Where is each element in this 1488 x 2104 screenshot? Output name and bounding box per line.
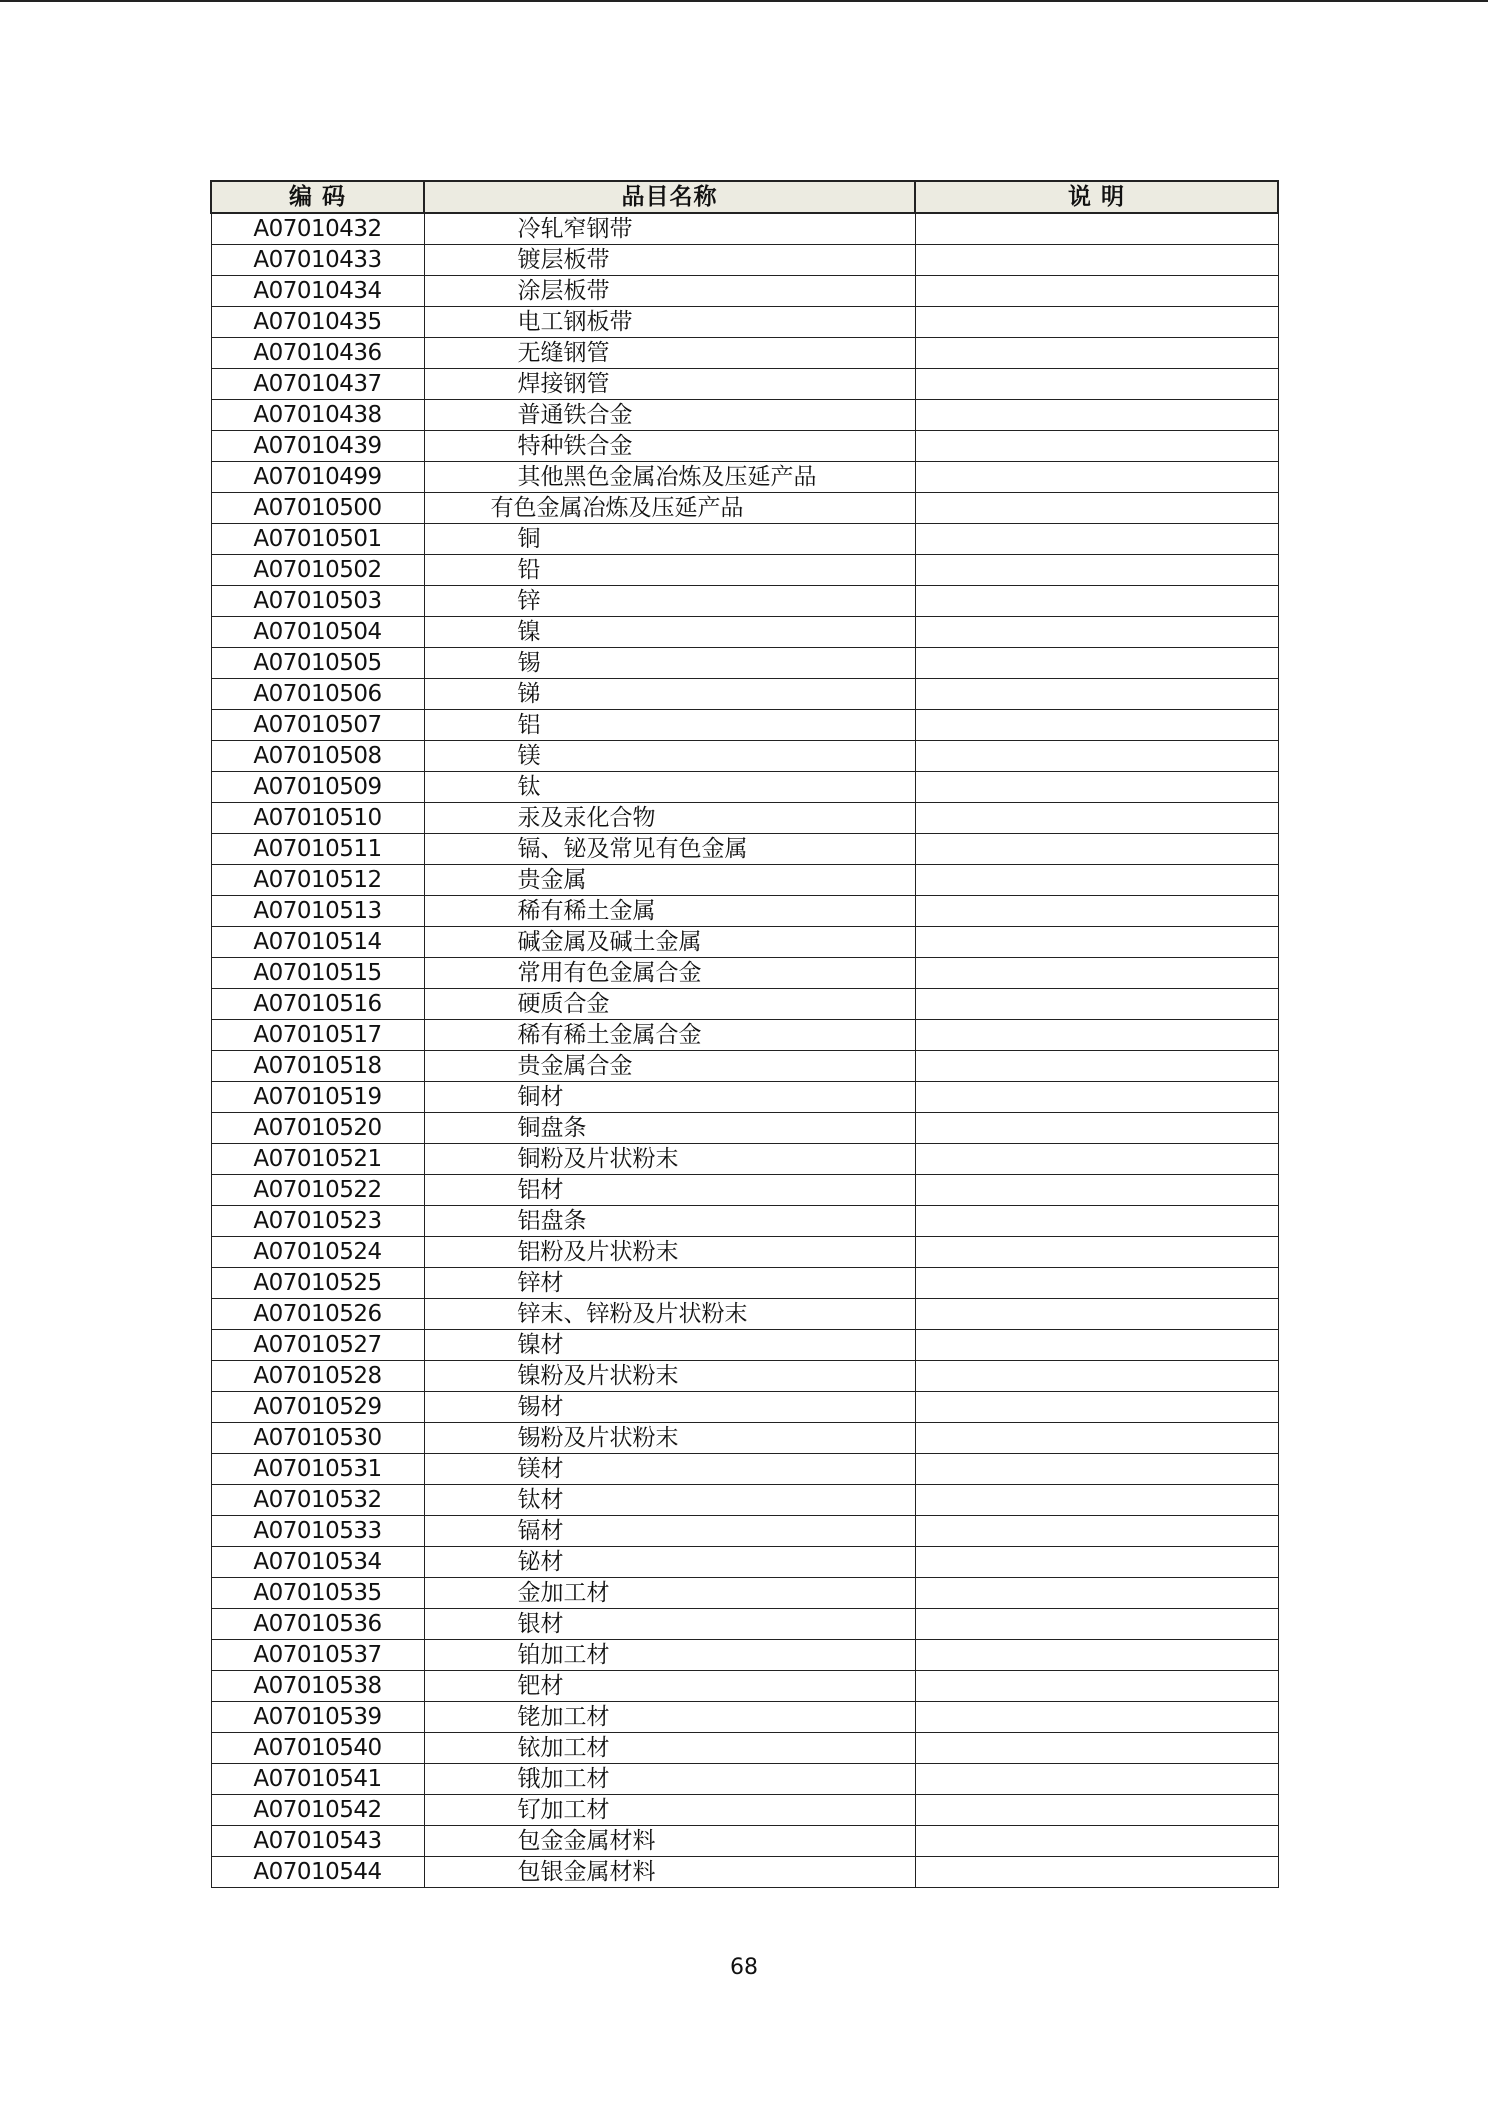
table-row	[211, 400, 1278, 431]
item-note	[915, 1485, 1278, 1516]
table-row	[211, 338, 1278, 369]
item-code: A07010500	[211, 493, 424, 524]
item-note	[915, 276, 1278, 307]
item-code: A07010540	[211, 1733, 424, 1764]
table-row	[211, 1051, 1278, 1082]
page-number: 68	[730, 1955, 758, 1980]
item-code: A07010504	[211, 617, 424, 648]
item-name: 电工钢板带	[424, 307, 915, 338]
item-code: A07010525	[211, 1268, 424, 1299]
item-note	[915, 1857, 1278, 1888]
item-note	[915, 245, 1278, 276]
item-code: A07010537	[211, 1640, 424, 1671]
item-note	[915, 1113, 1278, 1144]
table-row	[211, 462, 1278, 493]
item-name: 常用有色金属合金	[424, 958, 915, 989]
table-row	[211, 1144, 1278, 1175]
item-code: A07010536	[211, 1609, 424, 1640]
header-row	[211, 181, 1278, 213]
item-name: 钛	[424, 772, 915, 803]
item-code: A07010530	[211, 1423, 424, 1454]
item-name: 铜	[424, 524, 915, 555]
item-name: 镍粉及片状粉末	[424, 1361, 915, 1392]
item-note	[915, 524, 1278, 555]
item-name: 金加工材	[424, 1578, 915, 1609]
item-note	[915, 1361, 1278, 1392]
item-name: 镁材	[424, 1454, 915, 1485]
item-name: 钯材	[424, 1671, 915, 1702]
table-row	[211, 245, 1278, 276]
item-code: A07010526	[211, 1299, 424, 1330]
table-row	[211, 710, 1278, 741]
item-code: A07010514	[211, 927, 424, 958]
table-row	[211, 1547, 1278, 1578]
table-row	[211, 1857, 1278, 1888]
item-code: A07010532	[211, 1485, 424, 1516]
table-row	[211, 1392, 1278, 1423]
item-code: A07010522	[211, 1175, 424, 1206]
item-note	[915, 710, 1278, 741]
item-name: 铜材	[424, 1082, 915, 1113]
item-code: A07010503	[211, 586, 424, 617]
item-note	[915, 1733, 1278, 1764]
item-note	[915, 431, 1278, 462]
item-code: A07010544	[211, 1857, 424, 1888]
item-note	[915, 555, 1278, 586]
item-code: A07010520	[211, 1113, 424, 1144]
table-row	[211, 307, 1278, 338]
table-row	[211, 1640, 1278, 1671]
item-note	[915, 1516, 1278, 1547]
item-code: A07010533	[211, 1516, 424, 1547]
item-name: 锑	[424, 679, 915, 710]
table-row	[211, 1454, 1278, 1485]
item-note	[915, 1175, 1278, 1206]
table-row	[211, 1609, 1278, 1640]
table-row	[211, 896, 1278, 927]
item-note	[915, 958, 1278, 989]
item-code: A07010535	[211, 1578, 424, 1609]
item-code: A07010510	[211, 803, 424, 834]
item-name: 镍材	[424, 1330, 915, 1361]
item-note	[915, 1020, 1278, 1051]
item-code: A07010433	[211, 245, 424, 276]
item-code: A07010517	[211, 1020, 424, 1051]
item-code: A07010509	[211, 772, 424, 803]
item-code: A07010506	[211, 679, 424, 710]
table-row	[211, 493, 1278, 524]
item-code: A07010437	[211, 369, 424, 400]
item-code: A07010515	[211, 958, 424, 989]
item-name: 铑加工材	[424, 1702, 915, 1733]
item-note	[915, 834, 1278, 865]
item-code: A07010538	[211, 1671, 424, 1702]
item-code: A07010543	[211, 1826, 424, 1857]
table-row	[211, 1485, 1278, 1516]
item-code: A07010519	[211, 1082, 424, 1113]
item-note	[915, 400, 1278, 431]
item-name: 有色金属冶炼及压延产品	[424, 493, 915, 524]
item-code: A07010523	[211, 1206, 424, 1237]
item-code: A07010434	[211, 276, 424, 307]
item-name: 焊接钢管	[424, 369, 915, 400]
item-name: 其他黑色金属冶炼及压延产品	[424, 462, 915, 493]
item-note	[915, 307, 1278, 338]
item-note	[915, 648, 1278, 679]
item-name: 镉材	[424, 1516, 915, 1547]
item-note	[915, 679, 1278, 710]
item-note	[915, 1547, 1278, 1578]
item-name: 无缝钢管	[424, 338, 915, 369]
item-name: 锌材	[424, 1268, 915, 1299]
item-note	[915, 462, 1278, 493]
item-name: 镍	[424, 617, 915, 648]
item-code: A07010531	[211, 1454, 424, 1485]
table-row	[211, 1516, 1278, 1547]
table-row	[211, 524, 1278, 555]
table-row	[211, 1175, 1278, 1206]
item-name: 镁	[424, 741, 915, 772]
table-row	[211, 586, 1278, 617]
item-note	[915, 1268, 1278, 1299]
table-row	[211, 1671, 1278, 1702]
item-name: 铜粉及片状粉末	[424, 1144, 915, 1175]
item-name: 包银金属材料	[424, 1857, 915, 1888]
table-row	[211, 369, 1278, 400]
item-code: A07010516	[211, 989, 424, 1020]
table-row	[211, 431, 1278, 462]
table-row	[211, 1330, 1278, 1361]
item-note	[915, 493, 1278, 524]
table-row	[211, 276, 1278, 307]
item-name: 铝粉及片状粉末	[424, 1237, 915, 1268]
table-row	[211, 1423, 1278, 1454]
table-row	[211, 1206, 1278, 1237]
item-name: 汞及汞化合物	[424, 803, 915, 834]
item-note	[915, 1578, 1278, 1609]
item-note	[915, 772, 1278, 803]
page-top-border	[0, 0, 1488, 2]
item-code: A07010541	[211, 1764, 424, 1795]
item-note	[915, 1299, 1278, 1330]
table-row	[211, 865, 1278, 896]
item-note	[915, 369, 1278, 400]
item-note	[915, 927, 1278, 958]
item-note	[915, 1640, 1278, 1671]
item-code: A07010502	[211, 555, 424, 586]
item-note	[915, 1826, 1278, 1857]
item-code: A07010505	[211, 648, 424, 679]
item-code: A07010529	[211, 1392, 424, 1423]
item-code: A07010511	[211, 834, 424, 865]
item-code: A07010438	[211, 400, 424, 431]
item-code: A07010436	[211, 338, 424, 369]
table-row	[211, 927, 1278, 958]
item-name: 铝	[424, 710, 915, 741]
item-name: 钌加工材	[424, 1795, 915, 1826]
item-name: 硬质合金	[424, 989, 915, 1020]
header-code: 编 码	[211, 181, 424, 213]
item-code: A07010432	[211, 213, 424, 245]
table-row	[211, 1702, 1278, 1733]
item-note	[915, 1454, 1278, 1485]
item-note	[915, 1237, 1278, 1268]
table-row	[211, 213, 1278, 245]
header-name: 品目名称	[424, 181, 915, 213]
item-code: A07010507	[211, 710, 424, 741]
item-name: 锌末、锌粉及片状粉末	[424, 1299, 915, 1330]
item-name: 贵金属合金	[424, 1051, 915, 1082]
table-row	[211, 989, 1278, 1020]
table-row	[211, 1020, 1278, 1051]
table-row	[211, 803, 1278, 834]
table-row	[211, 1268, 1278, 1299]
table-row	[211, 1826, 1278, 1857]
item-name: 铂加工材	[424, 1640, 915, 1671]
item-code: A07010542	[211, 1795, 424, 1826]
table-row	[211, 1578, 1278, 1609]
table-row	[211, 741, 1278, 772]
item-note	[915, 741, 1278, 772]
table-row	[211, 1361, 1278, 1392]
item-name: 铱加工材	[424, 1733, 915, 1764]
item-name: 贵金属	[424, 865, 915, 896]
table-row	[211, 555, 1278, 586]
item-name: 锌	[424, 586, 915, 617]
item-code: A07010512	[211, 865, 424, 896]
item-note	[915, 338, 1278, 369]
item-name: 镀层板带	[424, 245, 915, 276]
item-name: 稀有稀土金属合金	[424, 1020, 915, 1051]
item-code: A07010521	[211, 1144, 424, 1175]
item-name: 银材	[424, 1609, 915, 1640]
item-name: 锇加工材	[424, 1764, 915, 1795]
item-code: A07010499	[211, 462, 424, 493]
item-note	[915, 865, 1278, 896]
table-row	[211, 1764, 1278, 1795]
item-note	[915, 1609, 1278, 1640]
item-name: 锡粉及片状粉末	[424, 1423, 915, 1454]
item-code: A07010501	[211, 524, 424, 555]
table-row	[211, 1082, 1278, 1113]
table-row	[211, 834, 1278, 865]
item-name: 钛材	[424, 1485, 915, 1516]
table-row	[211, 1795, 1278, 1826]
item-code: A07010534	[211, 1547, 424, 1578]
item-name: 普通铁合金	[424, 400, 915, 431]
item-name: 锡材	[424, 1392, 915, 1423]
item-name: 铜盘条	[424, 1113, 915, 1144]
item-code: A07010518	[211, 1051, 424, 1082]
item-code: A07010513	[211, 896, 424, 927]
item-note	[915, 586, 1278, 617]
item-name: 冷轧窄钢带	[424, 213, 915, 245]
header-note: 说 明	[915, 181, 1278, 213]
table-row	[211, 1237, 1278, 1268]
item-code: A07010435	[211, 307, 424, 338]
table-row	[211, 958, 1278, 989]
table-header	[211, 181, 1278, 213]
item-name: 锡	[424, 648, 915, 679]
item-name: 铅	[424, 555, 915, 586]
table-row	[211, 617, 1278, 648]
item-note	[915, 1423, 1278, 1454]
item-note	[915, 1764, 1278, 1795]
item-note	[915, 1330, 1278, 1361]
item-note	[915, 989, 1278, 1020]
item-note	[915, 1144, 1278, 1175]
item-name: 铝材	[424, 1175, 915, 1206]
item-name: 铝盘条	[424, 1206, 915, 1237]
catalog-table	[210, 180, 1279, 1888]
item-name: 涂层板带	[424, 276, 915, 307]
item-name: 碱金属及碱土金属	[424, 927, 915, 958]
item-name: 稀有稀土金属	[424, 896, 915, 927]
table-row	[211, 648, 1278, 679]
table-row	[211, 1113, 1278, 1144]
table-row	[211, 772, 1278, 803]
item-note	[915, 1206, 1278, 1237]
table-row	[211, 1733, 1278, 1764]
item-name: 铋材	[424, 1547, 915, 1578]
item-note	[915, 1392, 1278, 1423]
item-note	[915, 896, 1278, 927]
item-code: A07010524	[211, 1237, 424, 1268]
item-note	[915, 1051, 1278, 1082]
item-note	[915, 1795, 1278, 1826]
item-note	[915, 213, 1278, 245]
item-code: A07010539	[211, 1702, 424, 1733]
item-note	[915, 1671, 1278, 1702]
item-name: 包金金属材料	[424, 1826, 915, 1857]
item-code: A07010439	[211, 431, 424, 462]
item-note	[915, 617, 1278, 648]
table-row	[211, 679, 1278, 710]
item-code: A07010527	[211, 1330, 424, 1361]
item-code: A07010508	[211, 741, 424, 772]
item-note	[915, 1082, 1278, 1113]
item-name: 镉、铋及常见有色金属	[424, 834, 915, 865]
table-row	[211, 1299, 1278, 1330]
item-note	[915, 803, 1278, 834]
table-body	[211, 213, 1278, 1888]
item-code: A07010528	[211, 1361, 424, 1392]
item-name: 特种铁合金	[424, 431, 915, 462]
item-note	[915, 1702, 1278, 1733]
